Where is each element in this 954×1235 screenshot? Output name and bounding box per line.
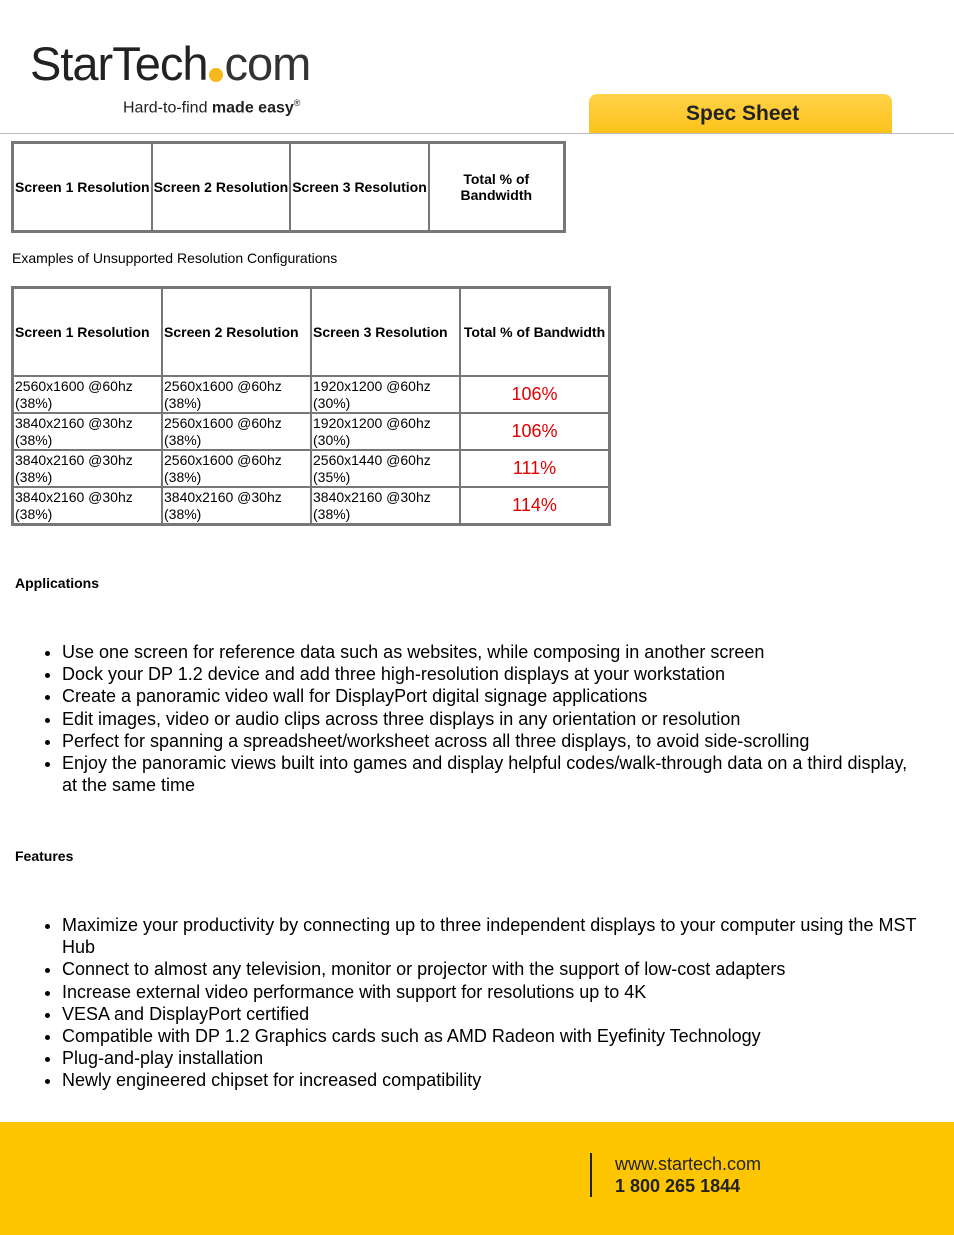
list-item: • Create a panoramic video wall for DisplayPort digital signage applications — [62, 685, 922, 707]
list-item: • Compatible with DP 1.2 Graphics cards such as AMD Radeon with Eyefinity Technology — [62, 1025, 922, 1047]
header-screen-1: Screen 1 Resolution — [13, 288, 162, 376]
list-item: • Use one screen for reference data such as websites, while composing in another screen — [62, 641, 922, 663]
footer-divider — [590, 1153, 592, 1197]
tagline-bold: made easy — [211, 99, 294, 117]
list-item: • Plug-and-play installation — [62, 1047, 922, 1069]
cell-total-bandwidth: 106% — [460, 376, 609, 413]
footer — [0, 1122, 954, 1235]
list-item: • Maximize your productivity by connecting up to three independent displays to your computer using the MST Hub — [62, 914, 922, 958]
cell-screen-1: 2560x1600 @60hz (38%) — [13, 376, 162, 413]
unsupported-resolution-table — [11, 286, 611, 526]
header-total-bandwidth: Total % of Bandwidth — [429, 143, 564, 231]
logo-suffix: com — [224, 37, 311, 90]
header-divider — [0, 133, 954, 134]
applications-list — [41, 641, 922, 796]
header-total-bandwidth: Total % of Bandwidth — [460, 288, 609, 376]
list-item: • Connect to almost any television, monitor or projector with the support of low-cost adapters — [62, 958, 922, 980]
cell-screen-1: 3840x2160 @30hz (38%) — [13, 487, 162, 524]
spec-sheet-tab — [589, 94, 892, 133]
features-heading: Features — [15, 848, 74, 864]
list-item: • Perfect for spanning a spreadsheet/worksheet across all three displays, to avoid side-scrolling — [62, 730, 922, 752]
list-item: • Enjoy the panoramic views built into games and display helpful codes/walk-through data on a third display, at the same time — [62, 752, 922, 796]
cell-screen-3: 1920x1200 @60hz (30%) — [311, 376, 460, 413]
list-item: • VESA and DisplayPort certified — [62, 1003, 922, 1025]
cell-screen-2: 2560x1600 @60hz (38%) — [162, 450, 311, 487]
cell-total-bandwidth: 106% — [460, 413, 609, 450]
table-row — [13, 376, 609, 413]
logo-tagline — [123, 98, 300, 117]
footer-phone: 1 800 265 1844 — [615, 1176, 741, 1196]
applications-heading: Applications — [15, 575, 100, 591]
logo-wordmark — [30, 36, 310, 92]
cell-total-bandwidth: 111% — [460, 450, 609, 487]
list-item: • Edit images, video or audio clips across three displays in any orientation or resolution — [62, 708, 922, 730]
header-screen-2: Screen 2 Resolution — [162, 288, 311, 376]
table-row — [13, 487, 609, 524]
tagline-mark: ® — [293, 98, 301, 108]
spec-sheet-label: Spec Sheet — [686, 102, 800, 125]
cell-screen-2: 2560x1600 @60hz (38%) — [162, 376, 311, 413]
list-item: • Increase external video performance with support for resolutions up to 4K — [62, 981, 922, 1003]
resolution-header-table — [11, 141, 566, 233]
logo-dot-icon — [209, 68, 223, 82]
header-screen-1: Screen 1 Resolution — [13, 143, 152, 231]
cell-total-bandwidth: 114% — [460, 487, 609, 524]
logo-text: StarTech — [30, 37, 208, 90]
table-row — [13, 413, 609, 450]
cell-screen-3: 2560x1440 @60hz (35%) — [311, 450, 460, 487]
features-list — [41, 914, 922, 1092]
cell-screen-2: 3840x2160 @30hz (38%) — [162, 487, 311, 524]
list-item: • Newly engineered chipset for increased compatibility — [62, 1069, 922, 1091]
unsupported-caption: Examples of Unsupported Resolution Configurations — [12, 250, 338, 266]
cell-screen-1: 3840x2160 @30hz (38%) — [13, 413, 162, 450]
header-screen-3: Screen 3 Resolution — [311, 288, 460, 376]
cell-screen-3: 1920x1200 @60hz (30%) — [311, 413, 460, 450]
table-header-row — [13, 143, 564, 231]
cell-screen-3: 3840x2160 @30hz (38%) — [311, 487, 460, 524]
header-screen-2: Screen 2 Resolution — [152, 143, 291, 231]
startech-logo — [30, 36, 330, 126]
cell-screen-2: 2560x1600 @60hz (38%) — [162, 413, 311, 450]
header-screen-3: Screen 3 Resolution — [290, 143, 429, 231]
list-item: • Dock your DP 1.2 device and add three high-resolution displays at your workstation — [62, 663, 922, 685]
table-row — [13, 450, 609, 487]
cell-screen-1: 3840x2160 @30hz (38%) — [13, 450, 162, 487]
table-header-row — [13, 288, 609, 376]
footer-website-link[interactable]: www.startech.com — [615, 1154, 762, 1174]
tagline-plain: Hard-to-find — [123, 99, 212, 117]
